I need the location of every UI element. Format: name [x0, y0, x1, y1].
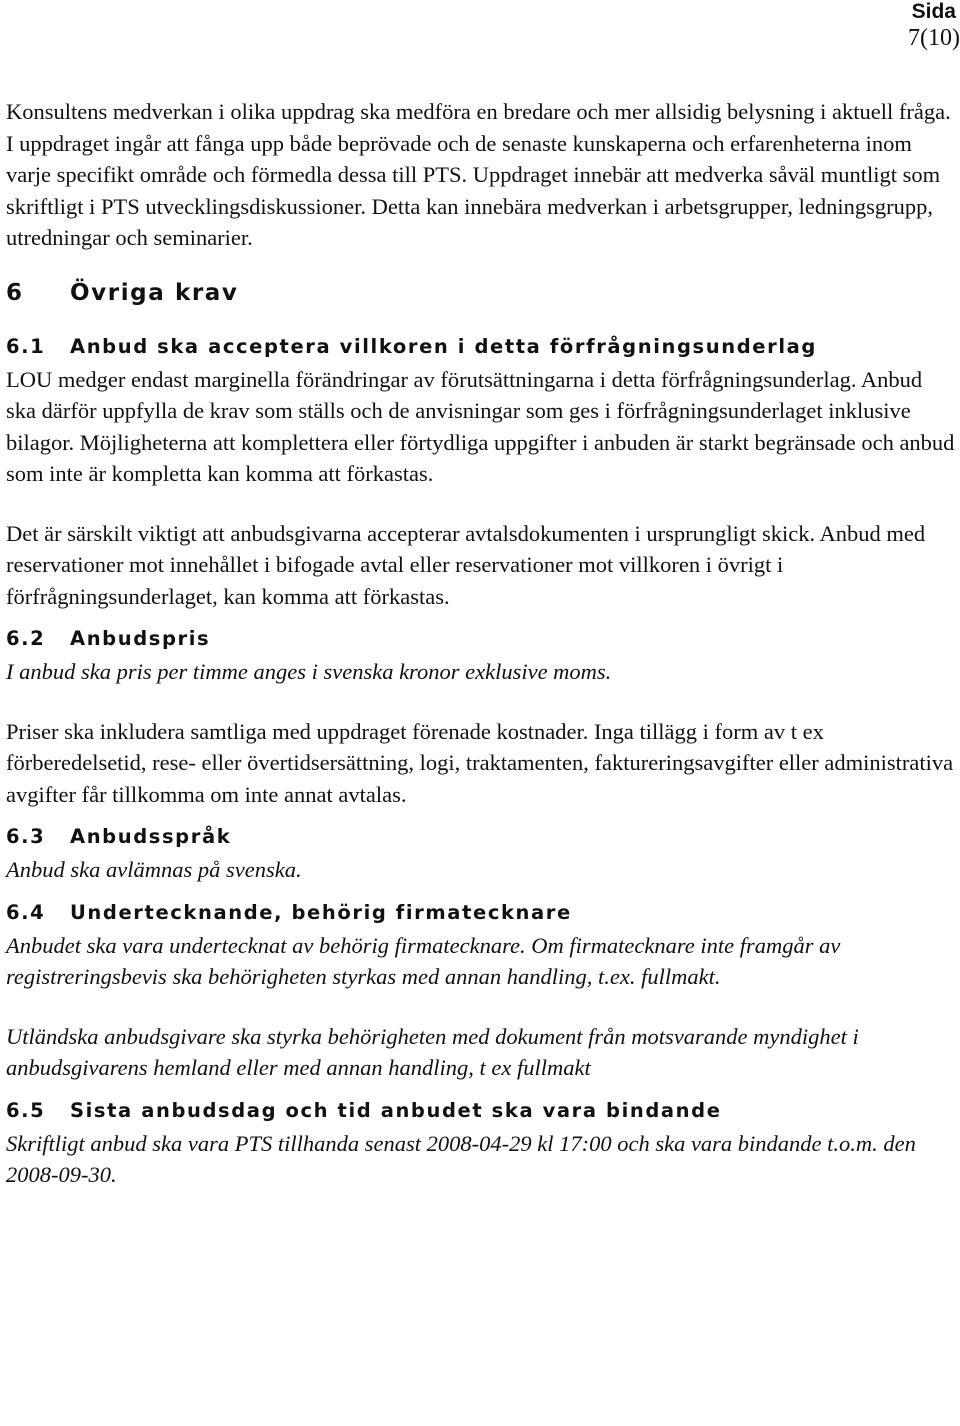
- section-6-5-title: Sista anbudsdag och tid anbudet ska vara bindande: [70, 1098, 722, 1122]
- document-body: [6, 96, 956, 1191]
- section-6-1-number: 6.1: [6, 334, 46, 358]
- section-6-number: 6: [6, 279, 24, 306]
- section-6-5-heading: [6, 1098, 956, 1124]
- section-6-5-number: 6.5: [6, 1098, 46, 1122]
- section-6-4-title: Undertecknande, behörig firmatecknare: [70, 900, 572, 924]
- section-6-3-title: Anbudsspråk: [70, 825, 232, 848]
- section-6-2-paragraph-1: I anbud ska pris per timme anges i svenska kronor exklusive moms.: [6, 659, 612, 684]
- section-6-2-paragraph-2: Priser ska inkludera samtliga med uppdraget förenade kostnader. Inga tillägg i form av t ex förberedelsetid, rese- eller övertidsersättning, logi, traktamenten, faktureringsavgifter eller administrativa avgifter får tillkomma om inte annat avtalas.: [6, 718, 954, 807]
- section-6-1-title: Anbud ska acceptera villkoren i detta förfrågningsunderlag: [70, 334, 817, 358]
- section-6-title: Övriga krav: [70, 279, 239, 306]
- section-6-2-heading: [6, 626, 956, 652]
- section-6-1-paragraph-1: LOU medger endast marginella förändringar av förutsättningarna i detta förfrågningsunderlag. Anbud ska därför uppfylla de krav som ställs och de anvisningar som ges i förfrågningsunderlaget inklusive bilagor. Möjligheterna att komplettera eller förtydliga uppgifter i anbuden är starkt begränsade och anbud som inte är kompletta kan komma att förkastas.: [6, 366, 955, 486]
- section-6-2-number: 6.2: [6, 627, 46, 650]
- section-6-4-heading: [6, 900, 956, 926]
- section-6-2-title: Anbudspris: [70, 627, 211, 650]
- section-6-1-paragraph-2: Det är särskilt viktigt att anbudsgivarna accepterar avtalsdokumenten i ursprungligt skick. Anbud med reservationer mot innehållet i bifogade avtal eller reservationer mot villkoren i övrigt i förfrågningsunderlaget, kan komma att förkastas.: [6, 520, 926, 609]
- section-6-4-paragraph-1: Anbudet ska vara undertecknat av behörig firmatecknare. Om firmatecknare inte framgår av registreringsbevis ska behörigheten styrkas med annan handling, t.ex. fullmakt.: [6, 932, 841, 989]
- section-6-3-paragraph-1: Anbud ska avlämnas på svenska.: [6, 857, 302, 882]
- section-6-3-heading: [6, 824, 956, 850]
- page-number: 7(10): [908, 25, 960, 51]
- section-6-1-heading: [6, 334, 956, 360]
- header-label: Sida: [911, 0, 956, 23]
- intro-paragraph: Konsultens medverkan i olika uppdrag ska medföra en bredare och mer allsidig belysning i aktuell fråga. I uppdraget ingår att fånga upp både beprövade och de senaste kunskaperna och erfarenheterna inom varje specifikt område och förmedla dessa till PTS. Uppdraget innebär att medverka såväl muntligt som skriftligt i PTS utvecklingsdiskussioner. Detta kan innebära medverkan i arbetsgrupper, ledningsgrupp, utredningar och seminarier.: [6, 99, 951, 250]
- section-6-5-paragraph-1: Skriftligt anbud ska vara PTS tillhanda senast 2008-04-29 kl 17:00 och ska vara bindande t.o.m. den 2008-09-30.: [6, 1130, 916, 1187]
- section-6-4-number: 6.4: [6, 900, 46, 924]
- section-6-4-paragraph-2: Utländska anbudsgivare ska styrka behörigheten med dokument från motsvarande myndighet i anbudsgivarens hemland eller med annan handling, t ex fullmakt: [6, 1023, 859, 1080]
- section-6-3-number: 6.3: [6, 825, 46, 848]
- section-6-heading: [6, 278, 956, 308]
